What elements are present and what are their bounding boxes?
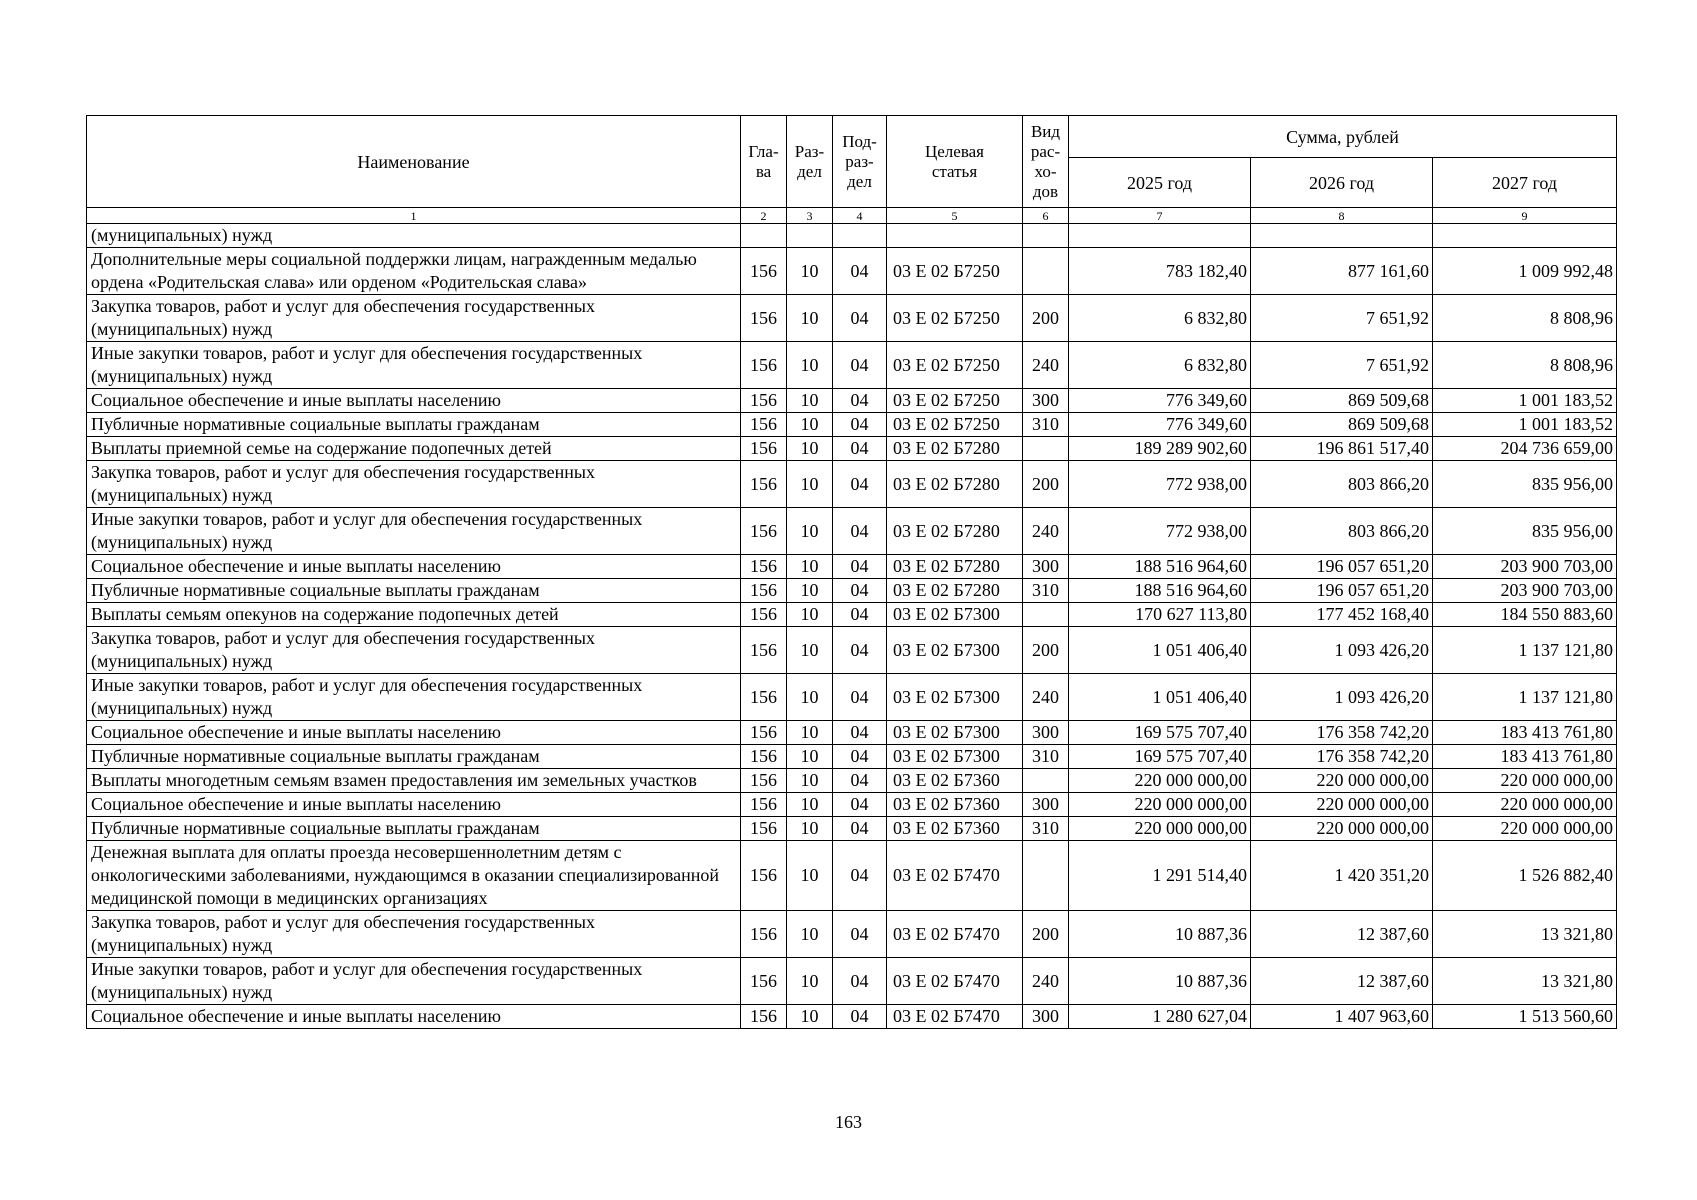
row-razdel: 10 (787, 295, 833, 342)
row-expense-type (1023, 769, 1069, 793)
row-glava: 156 (741, 911, 787, 958)
row-podrazdel: 04 (833, 248, 887, 295)
row-sum-2025: 6 832,80 (1069, 295, 1251, 342)
column-index-row (87, 208, 1617, 224)
row-expense-type: 300 (1023, 389, 1069, 413)
row-podrazdel: 04 (833, 769, 887, 793)
row-sum-2026: 196 861 517,40 (1251, 437, 1433, 461)
row-name: (муниципальных) нужд (87, 224, 741, 248)
table-row (87, 603, 1617, 627)
row-podrazdel: 04 (833, 841, 887, 911)
table-row (87, 841, 1617, 911)
row-razdel: 10 (787, 769, 833, 793)
row-name: Социальное обеспечение и иные выплаты населению (87, 389, 741, 413)
budget-table-sheet (86, 115, 1616, 1029)
row-name: Социальное обеспечение и иные выплаты населению (87, 1005, 741, 1029)
row-glava: 156 (741, 817, 787, 841)
header-expense-type: Вид рас- хо- дов (1023, 116, 1069, 208)
row-target-article: 03 Е 02 Б7280 (887, 579, 1023, 603)
row-name: Закупка товаров, работ и услуг для обеспечения государственных (муниципальных) нужд (87, 461, 741, 508)
row-sum-2027: 1 137 121,80 (1433, 627, 1617, 674)
row-sum-2026: 1 407 963,60 (1251, 1005, 1433, 1029)
row-razdel: 10 (787, 674, 833, 721)
row-podrazdel: 04 (833, 958, 887, 1005)
row-sum-2025: 10 887,36 (1069, 911, 1251, 958)
row-podrazdel: 04 (833, 793, 887, 817)
row-expense-type: 300 (1023, 793, 1069, 817)
table-row (87, 721, 1617, 745)
row-razdel: 10 (787, 958, 833, 1005)
row-podrazdel: 04 (833, 579, 887, 603)
row-glava: 156 (741, 461, 787, 508)
row-target-article: 03 Е 02 Б7250 (887, 295, 1023, 342)
row-sum-2025: 220 000 000,00 (1069, 769, 1251, 793)
budget-table (86, 115, 1617, 1029)
row-target-article: 03 Е 02 Б7250 (887, 413, 1023, 437)
row-glava: 156 (741, 389, 787, 413)
row-sum-2027 (1433, 224, 1617, 248)
row-sum-2026: 1 093 426,20 (1251, 674, 1433, 721)
row-sum-2026: 220 000 000,00 (1251, 817, 1433, 841)
row-podrazdel: 04 (833, 461, 887, 508)
row-sum-2026: 869 509,68 (1251, 389, 1433, 413)
header-target-article: Целевая статья (887, 116, 1023, 208)
row-sum-2026: 176 358 742,20 (1251, 745, 1433, 769)
row-target-article: 03 Е 02 Б7280 (887, 555, 1023, 579)
table-row (87, 413, 1617, 437)
row-razdel: 10 (787, 579, 833, 603)
row-name: Закупка товаров, работ и услуг для обеспечения государственных (муниципальных) нужд (87, 911, 741, 958)
row-razdel: 10 (787, 508, 833, 555)
header-name: Наименование (87, 116, 741, 208)
row-target-article: 03 Е 02 Б7280 (887, 437, 1023, 461)
header-podrazdel: Под- раз- дел (833, 116, 887, 208)
row-expense-type: 200 (1023, 461, 1069, 508)
row-name: Закупка товаров, работ и услуг для обеспечения государственных (муниципальных) нужд (87, 627, 741, 674)
row-sum-2027: 13 321,80 (1433, 958, 1617, 1005)
row-name: Публичные нормативные социальные выплаты гражданам (87, 413, 741, 437)
row-name: Иные закупки товаров, работ и услуг для обеспечения государственных (муниципальных) нужд (87, 508, 741, 555)
table-row (87, 248, 1617, 295)
row-razdel: 10 (787, 389, 833, 413)
row-sum-2027: 1 001 183,52 (1433, 413, 1617, 437)
row-podrazdel: 04 (833, 437, 887, 461)
header-sum: Сумма, рублей (1069, 116, 1617, 158)
header-year-2026: 2026 год (1251, 158, 1433, 208)
row-name: Социальное обеспечение и иные выплаты населению (87, 555, 741, 579)
row-sum-2027: 183 413 761,80 (1433, 745, 1617, 769)
row-target-article: 03 Е 02 Б7300 (887, 674, 1023, 721)
row-glava: 156 (741, 793, 787, 817)
row-glava: 156 (741, 579, 787, 603)
row-expense-type: 240 (1023, 342, 1069, 389)
row-sum-2026: 177 452 168,40 (1251, 603, 1433, 627)
row-sum-2025: 1 051 406,40 (1069, 674, 1251, 721)
row-sum-2026: 877 161,60 (1251, 248, 1433, 295)
row-sum-2025: 776 349,60 (1069, 389, 1251, 413)
row-sum-2027: 203 900 703,00 (1433, 555, 1617, 579)
row-sum-2025: 189 289 902,60 (1069, 437, 1251, 461)
row-podrazdel: 04 (833, 721, 887, 745)
row-expense-type: 200 (1023, 295, 1069, 342)
row-sum-2026: 12 387,60 (1251, 958, 1433, 1005)
row-name: Выплаты семьям опекунов на содержание подопечных детей (87, 603, 741, 627)
row-glava: 156 (741, 248, 787, 295)
column-index: 6 (1023, 208, 1069, 224)
row-razdel: 10 (787, 911, 833, 958)
column-index: 8 (1251, 208, 1433, 224)
row-target-article: 03 Е 02 Б7300 (887, 745, 1023, 769)
row-expense-type: 240 (1023, 508, 1069, 555)
row-glava: 156 (741, 958, 787, 1005)
table-row (87, 627, 1617, 674)
row-target-article (887, 224, 1023, 248)
row-expense-type (1023, 224, 1069, 248)
row-razdel: 10 (787, 248, 833, 295)
table-row (87, 461, 1617, 508)
table-row (87, 674, 1617, 721)
row-target-article: 03 Е 02 Б7280 (887, 461, 1023, 508)
row-glava: 156 (741, 413, 787, 437)
header-razdel: Раз- дел (787, 116, 833, 208)
row-sum-2027: 835 956,00 (1433, 508, 1617, 555)
row-name: Публичные нормативные социальные выплаты гражданам (87, 817, 741, 841)
row-podrazdel: 04 (833, 1005, 887, 1029)
column-index: 4 (833, 208, 887, 224)
row-sum-2025: 169 575 707,40 (1069, 721, 1251, 745)
table-row (87, 389, 1617, 413)
row-sum-2026: 12 387,60 (1251, 911, 1433, 958)
column-index: 5 (887, 208, 1023, 224)
table-row (87, 793, 1617, 817)
row-razdel: 10 (787, 603, 833, 627)
row-sum-2027: 203 900 703,00 (1433, 579, 1617, 603)
row-podrazdel: 04 (833, 627, 887, 674)
row-razdel: 10 (787, 627, 833, 674)
column-index: 3 (787, 208, 833, 224)
row-glava: 156 (741, 745, 787, 769)
row-sum-2026: 1 093 426,20 (1251, 627, 1433, 674)
table-row (87, 769, 1617, 793)
row-name: Иные закупки товаров, работ и услуг для обеспечения государственных (муниципальных) нужд (87, 958, 741, 1005)
row-sum-2026: 220 000 000,00 (1251, 793, 1433, 817)
row-sum-2025: 220 000 000,00 (1069, 793, 1251, 817)
table-row (87, 555, 1617, 579)
row-name: Денежная выплата для оплаты проезда несовершеннолетним детям с онкологическими заболеваниями, нуждающимся в оказании специализированной медицинской помощи в медицинских организациях (87, 841, 741, 911)
row-razdel: 10 (787, 745, 833, 769)
row-glava (741, 224, 787, 248)
page-number: 163 (835, 1112, 862, 1132)
row-podrazdel: 04 (833, 508, 887, 555)
row-sum-2027: 13 321,80 (1433, 911, 1617, 958)
row-sum-2025: 6 832,80 (1069, 342, 1251, 389)
row-expense-type: 300 (1023, 1005, 1069, 1029)
row-expense-type: 300 (1023, 555, 1069, 579)
row-sum-2027: 1 513 560,60 (1433, 1005, 1617, 1029)
row-expense-type: 310 (1023, 817, 1069, 841)
row-sum-2027: 1 009 992,48 (1433, 248, 1617, 295)
table-row (87, 342, 1617, 389)
column-index: 9 (1433, 208, 1617, 224)
row-expense-type: 200 (1023, 911, 1069, 958)
row-sum-2027: 8 808,96 (1433, 295, 1617, 342)
row-sum-2025: 772 938,00 (1069, 461, 1251, 508)
row-razdel: 10 (787, 461, 833, 508)
table-row (87, 1005, 1617, 1029)
row-name: Выплаты приемной семье на содержание подопечных детей (87, 437, 741, 461)
row-podrazdel: 04 (833, 745, 887, 769)
row-expense-type: 200 (1023, 627, 1069, 674)
column-index: 2 (741, 208, 787, 224)
row-sum-2025: 169 575 707,40 (1069, 745, 1251, 769)
row-glava: 156 (741, 627, 787, 674)
table-row (87, 295, 1617, 342)
row-sum-2026: 803 866,20 (1251, 461, 1433, 508)
row-name: Иные закупки товаров, работ и услуг для обеспечения государственных (муниципальных) нужд (87, 674, 741, 721)
row-expense-type: 310 (1023, 413, 1069, 437)
row-sum-2025: 783 182,40 (1069, 248, 1251, 295)
table-row (87, 437, 1617, 461)
row-sum-2026: 220 000 000,00 (1251, 769, 1433, 793)
column-index: 7 (1069, 208, 1251, 224)
row-target-article: 03 Е 02 Б7470 (887, 841, 1023, 911)
row-sum-2027: 183 413 761,80 (1433, 721, 1617, 745)
row-name: Публичные нормативные социальные выплаты гражданам (87, 579, 741, 603)
row-razdel: 10 (787, 721, 833, 745)
row-podrazdel (833, 224, 887, 248)
table-row (87, 224, 1617, 248)
row-name: Социальное обеспечение и иные выплаты населению (87, 793, 741, 817)
row-sum-2026: 176 358 742,20 (1251, 721, 1433, 745)
row-sum-2027: 220 000 000,00 (1433, 769, 1617, 793)
row-sum-2025 (1069, 224, 1251, 248)
row-razdel: 10 (787, 817, 833, 841)
table-row (87, 745, 1617, 769)
row-target-article: 03 Е 02 Б7300 (887, 603, 1023, 627)
table-row (87, 579, 1617, 603)
row-sum-2026: 869 509,68 (1251, 413, 1433, 437)
row-sum-2026: 7 651,92 (1251, 342, 1433, 389)
row-sum-2025: 170 627 113,80 (1069, 603, 1251, 627)
table-row (87, 911, 1617, 958)
row-name: Выплаты многодетным семьям взамен предоставления им земельных участков (87, 769, 741, 793)
row-glava: 156 (741, 674, 787, 721)
row-razdel: 10 (787, 437, 833, 461)
row-target-article: 03 Е 02 Б7470 (887, 958, 1023, 1005)
row-sum-2027: 220 000 000,00 (1433, 817, 1617, 841)
row-target-article: 03 Е 02 Б7300 (887, 627, 1023, 674)
row-sum-2026 (1251, 224, 1433, 248)
table-row (87, 817, 1617, 841)
row-target-article: 03 Е 02 Б7470 (887, 1005, 1023, 1029)
header-year-2027: 2027 год (1433, 158, 1617, 208)
table-row (87, 508, 1617, 555)
row-expense-type: 310 (1023, 579, 1069, 603)
row-glava: 156 (741, 508, 787, 555)
row-sum-2025: 1 291 514,40 (1069, 841, 1251, 911)
row-name: Публичные нормативные социальные выплаты гражданам (87, 745, 741, 769)
row-target-article: 03 Е 02 Б7250 (887, 389, 1023, 413)
row-podrazdel: 04 (833, 389, 887, 413)
row-sum-2027: 220 000 000,00 (1433, 793, 1617, 817)
row-sum-2027: 184 550 883,60 (1433, 603, 1617, 627)
row-razdel: 10 (787, 793, 833, 817)
row-sum-2025: 772 938,00 (1069, 508, 1251, 555)
row-glava: 156 (741, 437, 787, 461)
row-target-article: 03 Е 02 Б7300 (887, 721, 1023, 745)
row-expense-type (1023, 841, 1069, 911)
row-glava: 156 (741, 841, 787, 911)
row-sum-2027: 1 526 882,40 (1433, 841, 1617, 911)
row-target-article: 03 Е 02 Б7360 (887, 793, 1023, 817)
row-sum-2027: 835 956,00 (1433, 461, 1617, 508)
row-name: Закупка товаров, работ и услуг для обеспечения государственных (муниципальных) нужд (87, 295, 741, 342)
row-sum-2025: 776 349,60 (1069, 413, 1251, 437)
header-glava: Гла- ва (741, 116, 787, 208)
row-name: Дополнительные меры социальной поддержки лицам, награжденным медалью ордена «Родительская слава» или орденом «Родительская слава» (87, 248, 741, 295)
row-glava: 156 (741, 603, 787, 627)
row-glava: 156 (741, 721, 787, 745)
row-glava: 156 (741, 769, 787, 793)
row-podrazdel: 04 (833, 674, 887, 721)
row-sum-2026: 7 651,92 (1251, 295, 1433, 342)
row-sum-2027: 8 808,96 (1433, 342, 1617, 389)
row-name: Социальное обеспечение и иные выплаты населению (87, 721, 741, 745)
row-expense-type: 310 (1023, 745, 1069, 769)
row-target-article: 03 Е 02 Б7250 (887, 248, 1023, 295)
row-razdel (787, 224, 833, 248)
row-sum-2027: 1 001 183,52 (1433, 389, 1617, 413)
row-glava: 156 (741, 295, 787, 342)
row-sum-2027: 204 736 659,00 (1433, 437, 1617, 461)
row-glava: 156 (741, 555, 787, 579)
row-name: Иные закупки товаров, работ и услуг для обеспечения государственных (муниципальных) нужд (87, 342, 741, 389)
row-sum-2027: 1 137 121,80 (1433, 674, 1617, 721)
row-podrazdel: 04 (833, 911, 887, 958)
row-target-article: 03 Е 02 Б7280 (887, 508, 1023, 555)
row-expense-type (1023, 603, 1069, 627)
row-expense-type (1023, 248, 1069, 295)
row-sum-2026: 196 057 651,20 (1251, 579, 1433, 603)
row-glava: 156 (741, 342, 787, 389)
row-sum-2026: 1 420 351,20 (1251, 841, 1433, 911)
row-target-article: 03 Е 02 Б7250 (887, 342, 1023, 389)
row-razdel: 10 (787, 413, 833, 437)
row-sum-2025: 220 000 000,00 (1069, 817, 1251, 841)
row-sum-2026: 803 866,20 (1251, 508, 1433, 555)
row-razdel: 10 (787, 555, 833, 579)
row-sum-2025: 1 280 627,04 (1069, 1005, 1251, 1029)
column-index: 1 (87, 208, 741, 224)
row-sum-2025: 10 887,36 (1069, 958, 1251, 1005)
row-expense-type: 300 (1023, 721, 1069, 745)
row-sum-2025: 188 516 964,60 (1069, 555, 1251, 579)
row-expense-type: 240 (1023, 674, 1069, 721)
row-target-article: 03 Е 02 Б7360 (887, 817, 1023, 841)
row-podrazdel: 04 (833, 413, 887, 437)
row-expense-type: 240 (1023, 958, 1069, 1005)
row-podrazdel: 04 (833, 817, 887, 841)
row-expense-type (1023, 437, 1069, 461)
row-podrazdel: 04 (833, 555, 887, 579)
row-razdel: 10 (787, 342, 833, 389)
row-target-article: 03 Е 02 Б7470 (887, 911, 1023, 958)
row-podrazdel: 04 (833, 342, 887, 389)
row-razdel: 10 (787, 841, 833, 911)
row-podrazdel: 04 (833, 295, 887, 342)
row-sum-2025: 1 051 406,40 (1069, 627, 1251, 674)
header-year-2025: 2025 год (1069, 158, 1251, 208)
row-razdel: 10 (787, 1005, 833, 1029)
row-sum-2025: 188 516 964,60 (1069, 579, 1251, 603)
table-row (87, 958, 1617, 1005)
row-podrazdel: 04 (833, 603, 887, 627)
row-glava: 156 (741, 1005, 787, 1029)
row-target-article: 03 Е 02 Б7360 (887, 769, 1023, 793)
row-sum-2026: 196 057 651,20 (1251, 555, 1433, 579)
